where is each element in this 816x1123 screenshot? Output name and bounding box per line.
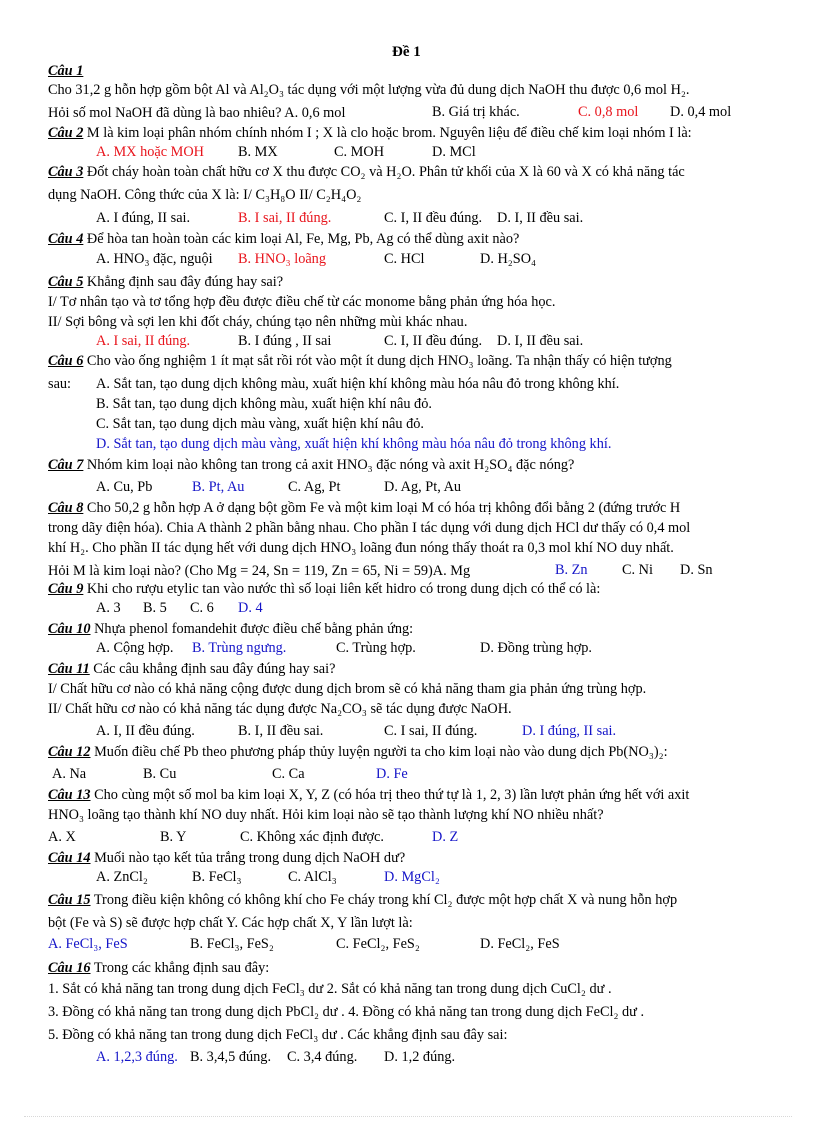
question-label: Câu 8 [48, 500, 84, 516]
option-d: D. MCl [432, 144, 476, 160]
option-d: D. 0,4 mol [670, 104, 732, 120]
option-a: A. ZnCl₂ [96, 869, 148, 885]
option-b-correct: B. Pt, Au [192, 479, 245, 495]
option-a: A. Cộng hợp. [96, 640, 174, 656]
option-d-correct: D. Fe [376, 766, 408, 782]
option-b-correct: B. Zn [555, 562, 588, 578]
option-c: C. 6 [190, 600, 214, 616]
option-a: A. I đúng, II sai. [96, 210, 191, 226]
question-11-text: Câu 11 Các câu khẳng định sau đây đúng hay sai? [48, 661, 336, 677]
option-b-correct: B. HNO₃ loãng [238, 251, 326, 267]
option-d-correct: D. Z [432, 829, 459, 845]
option-a: A. Sắt tan, tạo dung dịch không màu, xuất hiện khí không màu hóa nâu đỏ trong không khí. [96, 376, 620, 392]
statement-line: 3. Đồng có khả năng tan trong dung dịch PbCl₂ dư . 4. Đồng có khả năng tan trong dung dịch FeCl₂ dư . [48, 1004, 645, 1020]
option-c: C. AlCl₃ [288, 869, 337, 885]
statement-line: 1. Sắt có khả năng tan trong dung dịch FeCl₃ dư 2. Sắt có khả năng tan trong dung dịch CuCl₂ dư . [48, 981, 612, 997]
option-c: C. Ni [622, 562, 653, 578]
question-1-header [48, 62, 83, 80]
question-5-text: Câu 5 Khẳng định sau đây đúng hay sai? [48, 274, 284, 290]
question-1-text: Hỏi số mol NaOH đã dùng là bao nhiêu? A. 0,6 mol [48, 105, 346, 121]
option-c: C. I sai, II đúng. [384, 723, 478, 739]
statement-2: II/ Sợi bông và sợi len khi đốt cháy, chúng tạo nên những mùi khác nhau. [48, 314, 468, 330]
option-a-correct: A. FeCl₃, FeS [48, 936, 128, 952]
option-a-correct: A. I sai, II đúng. [96, 333, 191, 349]
option-d: D. 1,2 đúng. [384, 1049, 456, 1065]
statement-1: I/ Tơ nhân tạo và tơ tổng hợp đều được điều chế từ các monome bằng phản ứng hóa học. [48, 294, 556, 310]
option-a: A. X [48, 829, 76, 845]
option-d: D. H₂SO₄ [480, 251, 537, 267]
question-label: Câu 11 [48, 661, 90, 677]
question-8-text: trong dãy điện hóa). Chia A thành 2 phần bằng nhau. Cho phần I tác dụng với dung dịch HCl dư thấy có 0,4 mol [48, 520, 691, 536]
question-label: Câu 10 [48, 621, 91, 637]
option-c: C. I, II đều đúng. [384, 333, 483, 349]
question-7-text: Câu 7 Nhóm kim loại nào không tan trong cả axit HNO₃ đặc nóng và axit H₂SO₄ đặc nóng? [48, 457, 575, 473]
question-1-text: Cho 31,2 g hỗn hợp gồm bột Al và Al₂O₃ tác dụng với một lượng vừa đủ dung dịch NaOH thu được 0,6 mol H₂. [48, 82, 690, 98]
option-b: B. 5 [143, 600, 167, 616]
option-a: A. Cu, Pb [96, 479, 153, 495]
question-label: Câu 7 [48, 457, 84, 473]
option-b: B. Giá trị khác. [432, 104, 520, 120]
option-b-correct: B. Trùng ngưng. [192, 640, 287, 656]
option-d: D. I, II đều sai. [497, 333, 584, 349]
option-c: C. Sắt tan, tạo dung dịch màu vàng, xuất hiện khí nâu đỏ. [96, 416, 424, 432]
option-c: C. MOH [334, 144, 385, 160]
question-13-text: Câu 13 Cho cùng một số mol ba kim loại X, Y, Z (có hóa trị theo thứ tự là 1, 2, 3) lần lượt phản ứng hết với axit [48, 787, 690, 803]
option-a: A. 3 [96, 600, 121, 616]
option-a: A. I, II đều đúng. [96, 723, 195, 739]
question-12-text: Câu 12 Muốn điều chế Pb theo phương pháp thủy luyện người ta cho kim loại nào vào dung dịch Pb(NO₃)₂: [48, 744, 668, 760]
option-c: C. HCl [384, 251, 425, 267]
option-b: B. I, II đều sai. [238, 723, 324, 739]
option-b: B. FeCl₃ [192, 869, 242, 885]
option-d-correct: D. MgCl₂ [384, 869, 440, 885]
option-d: D. I, II đều sai. [497, 210, 584, 226]
option-d-correct: D. Sắt tan, tạo dung dịch màu vàng, xuất hiện khí không màu hóa nâu đỏ trong không khí. [96, 436, 612, 452]
page-title: Đề 1 [392, 44, 421, 60]
question-label: Câu 12 [48, 744, 91, 760]
question-9-text: Câu 9 Khi cho rượu etylic tan vào nước thì số loại liên kết hidro có trong dung dịch có thể có là: [48, 581, 601, 597]
question-8-text: khí H₂. Cho phần II tác dụng hết với dung dịch HNO₃ loãng đun nóng thấy thoát ra 0,3 mol khí NO duy nhất. [48, 540, 674, 556]
option-d: D. FeCl₂, FeS [480, 936, 560, 952]
option-c: C. Không xác định được. [240, 829, 384, 845]
question-label: Câu 2 [48, 125, 84, 141]
question-16-text: Câu 16 Trong các khẳng định sau đây: [48, 960, 270, 976]
question-13-text: HNO₃ loãng tạo thành khí NO duy nhất. Hỏi kim loại nào sẽ tạo thành lượng khí NO nhiều nhất? [48, 807, 604, 823]
option-d: D. Sn [680, 562, 713, 578]
question-label: Câu 13 [48, 787, 91, 803]
question-label: Câu 15 [48, 892, 91, 908]
question-8-text: Hỏi M là kim loại nào? (Cho Mg = 24, Sn = 119, Zn = 65, Ni = 59)A. Mg [48, 563, 471, 579]
question-label: Câu 5 [48, 274, 84, 290]
question-10-text: Câu 10 Nhựa phenol fomandehit được điều chế bằng phản ứng: [48, 621, 414, 637]
page-footer-divider [24, 1116, 792, 1117]
statement-1: I/ Chất hữu cơ nào có khả năng cộng được dung dịch brom sẽ có khả năng tham gia phản ứng trùng hợp. [48, 681, 647, 697]
question-label: Câu 6 [48, 353, 84, 369]
question-label: Câu 3 [48, 164, 84, 180]
option-b: B. Cu [143, 766, 177, 782]
question-8-text: Câu 8 Cho 50,2 g hỗn hợp A ở dạng bột gồm Fe và một kim loại M có hóa trị không đổi bằng 2 (đứng trước H [48, 500, 681, 516]
option-d: D. Đồng trùng hợp. [480, 640, 593, 656]
option-b: B. Y [160, 829, 187, 845]
question-6-text: Câu 6 Cho vào ống nghiệm 1 ít mạt sắt rồi rót vào một ít dung dịch HNO₃ loãng. Ta nhận thấy có hiện tượng [48, 353, 672, 369]
statement-2: II/ Chất hữu cơ nào có khả năng tác dụng được Na₂CO₃ sẽ tác dụng được NaOH. [48, 701, 512, 717]
option-a: A. HNO₃ đặc, nguội [96, 251, 213, 267]
option-d: D. Ag, Pt, Au [384, 479, 462, 495]
question-4-text: Câu 4 Để hòa tan hoàn toàn các kim loại Al, Fe, Mg, Pb, Ag có thể dùng axit nào? [48, 231, 520, 247]
option-c: C. Trùng hợp. [336, 640, 416, 656]
option-a: A. Na [52, 766, 87, 782]
option-b: B. FeCl₃, FeS₂ [190, 936, 274, 952]
option-c: C. Ca [272, 766, 305, 782]
option-c: C. FeCl₂, FeS₂ [336, 936, 420, 952]
option-c: C. 3,4 đúng. [287, 1049, 358, 1065]
question-label: Câu 4 [48, 231, 84, 247]
option-c: C. I, II đều đúng. [384, 210, 483, 226]
option-a-correct: A. 1,2,3 đúng. [96, 1049, 178, 1065]
question-label: Câu 1 [48, 63, 84, 79]
option-b-correct: B. I sai, II đúng. [238, 210, 332, 226]
question-label: Câu 14 [48, 850, 91, 866]
option-a-correct: A. MX hoặc MOH [96, 144, 205, 160]
question-15-text: bột (Fe và S) sẽ được hợp chất Y. Các hợp chất X, Y lần lượt là: [48, 915, 413, 931]
question-3-text: dụng NaOH. Công thức của X là: I/ C₃H₈O II/ C₂H₄O₂ [48, 187, 362, 203]
option-b: B. MX [238, 144, 278, 160]
option-b: B. 3,4,5 đúng. [190, 1049, 272, 1065]
option-c: C. Ag, Pt [288, 479, 341, 495]
option-c-correct: C. 0,8 mol [578, 104, 639, 120]
option-d-correct: D. I đúng, II sai. [522, 723, 617, 739]
option-b: B. Sắt tan, tạo dung dịch không màu, xuất hiện khí nâu đỏ. [96, 396, 432, 412]
question-6-sau: sau: [48, 376, 72, 392]
option-b: B. I đúng , II sai [238, 333, 332, 349]
option-d-correct: D. 4 [238, 600, 263, 616]
question-label: Câu 16 [48, 960, 91, 976]
question-label: Câu 9 [48, 581, 84, 597]
question-2-text: Câu 2 M là kim loại phân nhóm chính nhóm I ; X là clo hoặc brom. Nguyên liệu để điều chế kim loại nhóm I là: [48, 125, 692, 141]
question-3-text: Câu 3 Đốt cháy hoàn toàn chất hữu cơ X thu được CO₂ và H₂O. Phân tử khối của X là 60 và X có khả năng tác [48, 164, 685, 180]
question-14-text: Câu 14 Muối nào tạo kết tủa trắng trong dung dịch NaOH dư? [48, 850, 406, 866]
question-15-text: Câu 15 Trong điều kiện không có không khí cho Fe cháy trong khí Cl₂ được một hợp chất X và nung hỗn hợp [48, 892, 678, 908]
statement-line: 5. Đồng có khả năng tan trong dung dịch FeCl₃ dư . Các khẳng định sau đây sai: [48, 1027, 508, 1043]
